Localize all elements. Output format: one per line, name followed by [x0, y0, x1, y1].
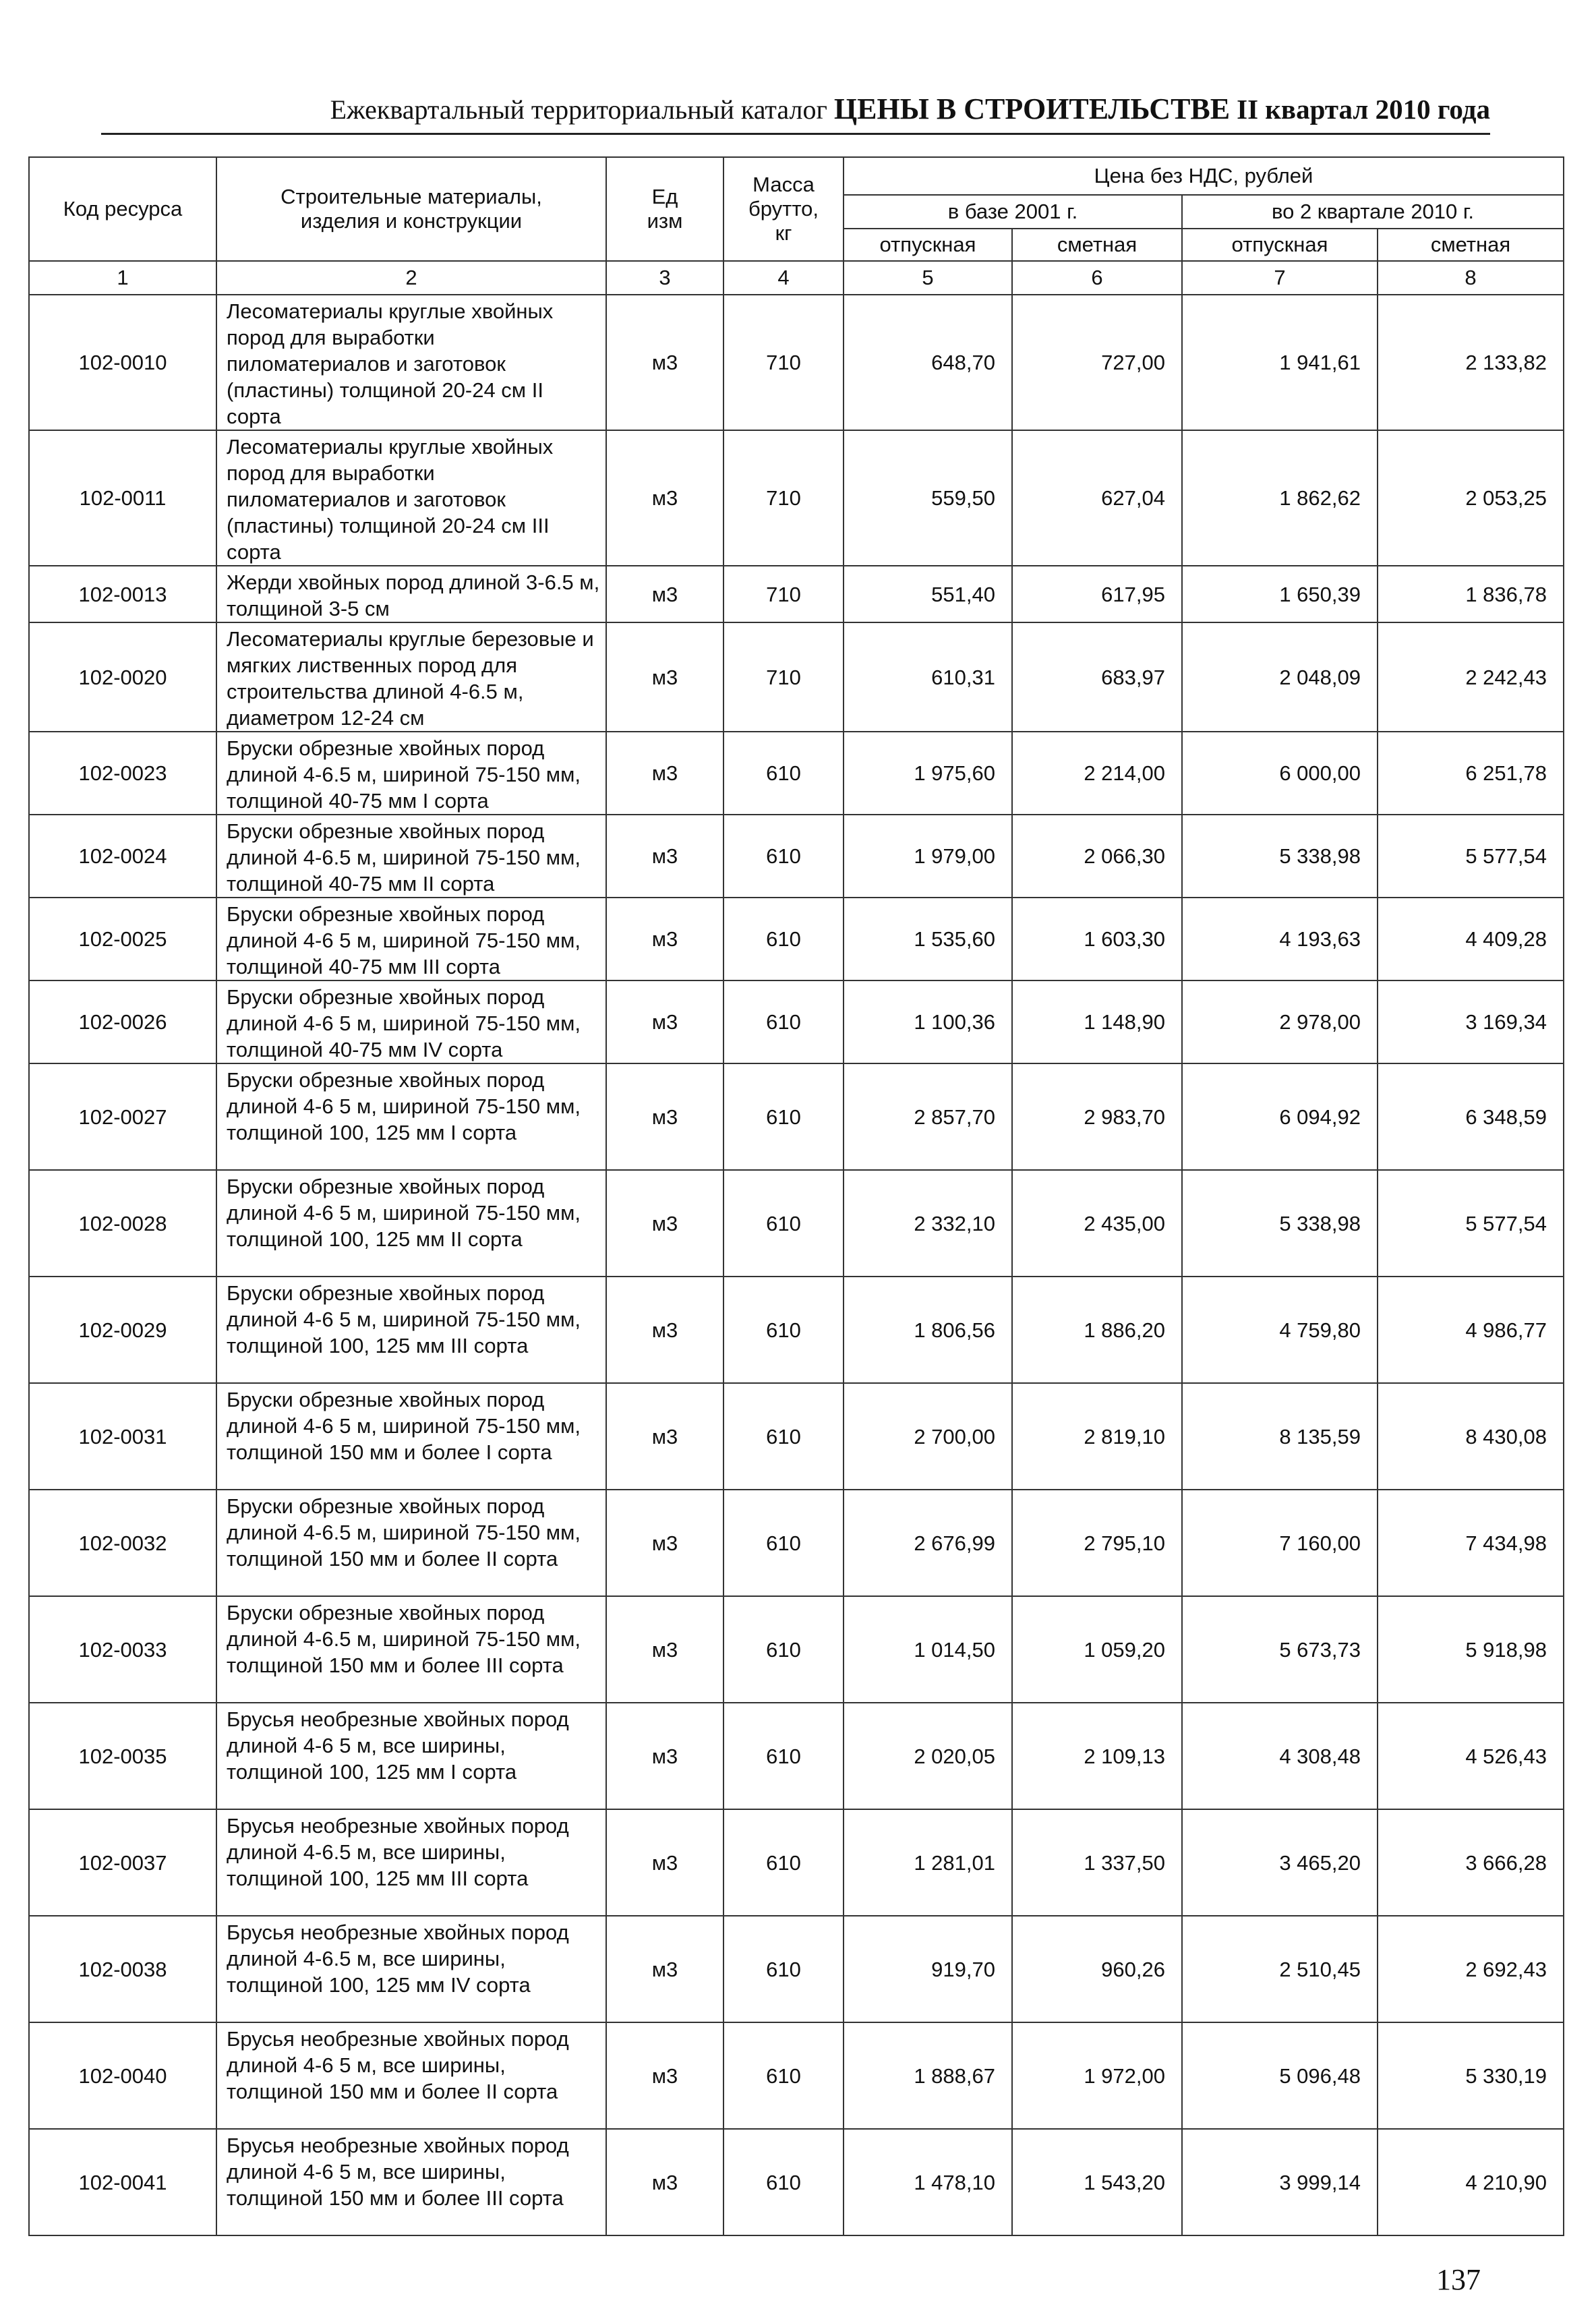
column-number: 5: [844, 261, 1012, 295]
current-estimate-price: 2 133,82: [1378, 295, 1564, 430]
table-row: [29, 1809, 1564, 1916]
table-row: [29, 1277, 1564, 1383]
catalog-title: ЦЕНЫ В СТРОИТЕЛЬСТВЕ: [833, 92, 1231, 125]
current-wholesale-price: 2 978,00: [1182, 980, 1378, 1063]
current-estimate-price: 8 430,08: [1378, 1383, 1564, 1490]
unit-of-measure: м3: [606, 295, 723, 430]
base-estimate-price: 2 066,30: [1012, 815, 1182, 898]
base-wholesale-price: 559,50: [844, 430, 1012, 566]
current-estimate-price: 3 169,34: [1378, 980, 1564, 1063]
column-number-row: [29, 261, 1564, 295]
material-description: Лесоматериалы круглые хвойных пород для выработки пиломатериалов и заготовок (пластины) толщиной 20-24 см III сорта: [216, 430, 606, 566]
resource-code: 102-0013: [29, 566, 216, 622]
base-wholesale-price: 919,70: [844, 1916, 1012, 2022]
gross-mass: 710: [723, 566, 844, 622]
base-estimate-price: 627,04: [1012, 430, 1182, 566]
current-estimate-price: 4 210,90: [1378, 2129, 1564, 2235]
header-base-period: в базе 2001 г.: [844, 195, 1182, 229]
price-table: [28, 156, 1564, 2236]
material-description: Бруски обрезные хвойных пород длиной 4-6 5 м, шириной 75-150 мм, толщиной 100, 125 мм I сорта: [216, 1063, 606, 1170]
current-wholesale-price: 4 759,80: [1182, 1277, 1378, 1383]
header-current-wholesale: отпускная: [1182, 229, 1378, 261]
resource-code: 102-0038: [29, 1916, 216, 2022]
base-estimate-price: 1 543,20: [1012, 2129, 1182, 2235]
column-number: 1: [29, 261, 216, 295]
base-estimate-price: 1 603,30: [1012, 898, 1182, 980]
base-estimate-price: 1 337,50: [1012, 1809, 1182, 1916]
page-number: 137: [1436, 2263, 1481, 2296]
table-row: [29, 1916, 1564, 2022]
base-estimate-price: 1 148,90: [1012, 980, 1182, 1063]
base-wholesale-price: 551,40: [844, 566, 1012, 622]
current-wholesale-price: 5 096,48: [1182, 2022, 1378, 2129]
base-wholesale-price: 2 857,70: [844, 1063, 1012, 1170]
table-row: [29, 622, 1564, 732]
header-mass: Масса брутто, кг: [723, 157, 844, 261]
base-estimate-price: 1 059,20: [1012, 1596, 1182, 1703]
base-estimate-price: 2 795,10: [1012, 1490, 1182, 1596]
gross-mass: 610: [723, 1490, 844, 1596]
material-description: Лесоматериалы круглые березовые и мягких лиственных пород для строительства длиной 4-6.5 м, диаметром 12-24 см: [216, 622, 606, 732]
catalog-quarter: II квартал 2010 года: [1237, 94, 1490, 125]
resource-code: 102-0011: [29, 430, 216, 566]
gross-mass: 610: [723, 898, 844, 980]
material-description: Бруски обрезные хвойных пород длиной 4-6 5 м, шириной 75-150 мм, толщиной 100, 125 мм II сорта: [216, 1170, 606, 1277]
material-description: Лесоматериалы круглые хвойных пород для выработки пиломатериалов и заготовок (пластины) толщиной 20-24 см II сорта: [216, 295, 606, 430]
current-estimate-price: 5 577,54: [1378, 815, 1564, 898]
current-wholesale-price: 8 135,59: [1182, 1383, 1378, 1490]
current-estimate-price: 4 526,43: [1378, 1703, 1564, 1809]
resource-code: 102-0032: [29, 1490, 216, 1596]
current-wholesale-price: 4 308,48: [1182, 1703, 1378, 1809]
resource-code: 102-0037: [29, 1809, 216, 1916]
base-estimate-price: 1 972,00: [1012, 2022, 1182, 2129]
table-row: [29, 980, 1564, 1063]
base-wholesale-price: 1 888,67: [844, 2022, 1012, 2129]
table-row: [29, 898, 1564, 980]
base-wholesale-price: 1 979,00: [844, 815, 1012, 898]
material-description: Бруски обрезные хвойных пород длиной 4-6.5 м, шириной 75-150 мм, толщиной 40-75 мм I сорта: [216, 732, 606, 815]
unit-of-measure: м3: [606, 2129, 723, 2235]
gross-mass: 610: [723, 2129, 844, 2235]
resource-code: 102-0035: [29, 1703, 216, 1809]
current-wholesale-price: 6 094,92: [1182, 1063, 1378, 1170]
current-wholesale-price: 3 999,14: [1182, 2129, 1378, 2235]
base-wholesale-price: 1 281,01: [844, 1809, 1012, 1916]
current-estimate-price: 4 409,28: [1378, 898, 1564, 980]
column-number: 7: [1182, 261, 1378, 295]
table-row: [29, 1063, 1564, 1170]
current-estimate-price: 5 330,19: [1378, 2022, 1564, 2129]
resource-code: 102-0031: [29, 1383, 216, 1490]
current-wholesale-price: 1 862,62: [1182, 430, 1378, 566]
gross-mass: 710: [723, 430, 844, 566]
current-estimate-price: 5 577,54: [1378, 1170, 1564, 1277]
header-line: [330, 92, 1490, 126]
material-description: Бруски обрезные хвойных пород длиной 4-6.5 м, шириной 75-150 мм, толщиной 150 мм и более III сорта: [216, 1596, 606, 1703]
column-number: 2: [216, 261, 606, 295]
table-row: [29, 1490, 1564, 1596]
current-wholesale-price: 5 338,98: [1182, 1170, 1378, 1277]
base-wholesale-price: 1 535,60: [844, 898, 1012, 980]
unit-of-measure: м3: [606, 1809, 723, 1916]
base-wholesale-price: 648,70: [844, 295, 1012, 430]
resource-code: 102-0020: [29, 622, 216, 732]
header-base-estimate: сметная: [1012, 229, 1182, 261]
gross-mass: 610: [723, 815, 844, 898]
resource-code: 102-0040: [29, 2022, 216, 2129]
resource-code: 102-0024: [29, 815, 216, 898]
unit-of-measure: м3: [606, 2022, 723, 2129]
base-estimate-price: 2 435,00: [1012, 1170, 1182, 1277]
base-wholesale-price: 2 700,00: [844, 1383, 1012, 1490]
current-estimate-price: 2 692,43: [1378, 1916, 1564, 2022]
gross-mass: 610: [723, 732, 844, 815]
unit-of-measure: м3: [606, 1383, 723, 1490]
base-estimate-price: 1 886,20: [1012, 1277, 1182, 1383]
catalog-prefix: Ежеквартальный территориальный каталог: [330, 94, 827, 125]
table-row: [29, 1170, 1564, 1277]
current-wholesale-price: 5 338,98: [1182, 815, 1378, 898]
unit-of-measure: м3: [606, 1916, 723, 2022]
gross-mass: 610: [723, 1383, 844, 1490]
gross-mass: 610: [723, 1809, 844, 1916]
column-number: 6: [1012, 261, 1182, 295]
table-row: [29, 1703, 1564, 1809]
base-wholesale-price: 610,31: [844, 622, 1012, 732]
gross-mass: 610: [723, 1703, 844, 1809]
table-row: [29, 430, 1564, 566]
current-estimate-price: 3 666,28: [1378, 1809, 1564, 1916]
table-row: [29, 295, 1564, 430]
unit-of-measure: м3: [606, 1170, 723, 1277]
current-wholesale-price: 1 650,39: [1182, 566, 1378, 622]
unit-of-measure: м3: [606, 1596, 723, 1703]
current-wholesale-price: 6 000,00: [1182, 732, 1378, 815]
material-description: Жерди хвойных пород длиной 3-6.5 м, толщиной 3-5 см: [216, 566, 606, 622]
unit-of-measure: м3: [606, 898, 723, 980]
base-wholesale-price: 2 676,99: [844, 1490, 1012, 1596]
current-estimate-price: 2 053,25: [1378, 430, 1564, 566]
material-description: Бруски обрезные хвойных пород длиной 4-6 5 м, шириной 75-150 мм, толщиной 150 мм и более I сорта: [216, 1383, 606, 1490]
material-description: Брусья необрезные хвойных пород длиной 4-6 5 м, все ширины, толщиной 150 мм и более II сорта: [216, 2022, 606, 2129]
current-estimate-price: 7 434,98: [1378, 1490, 1564, 1596]
material-description: Бруски обрезные хвойных пород длиной 4-6 5 м, шириной 75-150 мм, толщиной 40-75 мм IV сорта: [216, 980, 606, 1063]
unit-of-measure: м3: [606, 732, 723, 815]
table-row: [29, 2129, 1564, 2235]
current-wholesale-price: 1 941,61: [1182, 295, 1378, 430]
current-estimate-price: 4 986,77: [1378, 1277, 1564, 1383]
current-estimate-price: 2 242,43: [1378, 622, 1564, 732]
base-estimate-price: 2 819,10: [1012, 1383, 1182, 1490]
unit-of-measure: м3: [606, 1063, 723, 1170]
header-material: Строительные материалы, изделия и конструкции: [216, 157, 606, 261]
base-wholesale-price: 2 332,10: [844, 1170, 1012, 1277]
resource-code: 102-0010: [29, 295, 216, 430]
header-price-group: Цена без НДС, рублей: [844, 157, 1564, 195]
gross-mass: 610: [723, 1277, 844, 1383]
gross-mass: 610: [723, 1170, 844, 1277]
header-unit: Ед изм: [606, 157, 723, 261]
table-row: [29, 1596, 1564, 1703]
header-current-estimate: сметная: [1378, 229, 1564, 261]
base-wholesale-price: 1 806,56: [844, 1277, 1012, 1383]
current-wholesale-price: 5 673,73: [1182, 1596, 1378, 1703]
base-wholesale-price: 1 478,10: [844, 2129, 1012, 2235]
resource-code: 102-0033: [29, 1596, 216, 1703]
unit-of-measure: м3: [606, 1277, 723, 1383]
current-estimate-price: 5 918,98: [1378, 1596, 1564, 1703]
page-header: [101, 81, 1490, 135]
resource-code: 102-0023: [29, 732, 216, 815]
base-wholesale-price: 2 020,05: [844, 1703, 1012, 1809]
gross-mass: 610: [723, 1916, 844, 2022]
base-estimate-price: 617,95: [1012, 566, 1182, 622]
current-wholesale-price: 3 465,20: [1182, 1809, 1378, 1916]
gross-mass: 710: [723, 295, 844, 430]
table-row: [29, 566, 1564, 622]
base-estimate-price: 683,97: [1012, 622, 1182, 732]
base-estimate-price: 960,26: [1012, 1916, 1182, 2022]
gross-mass: 710: [723, 622, 844, 732]
header-current-period: во 2 квартале 2010 г.: [1182, 195, 1564, 229]
current-estimate-price: 6 348,59: [1378, 1063, 1564, 1170]
current-wholesale-price: 4 193,63: [1182, 898, 1378, 980]
table-row: [29, 815, 1564, 898]
material-description: Бруски обрезные хвойных пород длиной 4-6.5 м, шириной 75-150 мм, толщиной 40-75 мм II сорта: [216, 815, 606, 898]
resource-code: 102-0026: [29, 980, 216, 1063]
unit-of-measure: м3: [606, 566, 723, 622]
table-body: [29, 295, 1564, 2235]
table-row: [29, 2022, 1564, 2129]
material-description: Брусья необрезные хвойных пород длиной 4-6 5 м, все ширины, толщиной 150 мм и более III сорта: [216, 2129, 606, 2235]
gross-mass: 610: [723, 2022, 844, 2129]
resource-code: 102-0028: [29, 1170, 216, 1277]
gross-mass: 610: [723, 980, 844, 1063]
base-estimate-price: 2 109,13: [1012, 1703, 1182, 1809]
table-row: [29, 732, 1564, 815]
base-estimate-price: 727,00: [1012, 295, 1182, 430]
material-description: Бруски обрезные хвойных пород длиной 4-6 5 м, шириной 75-150 мм, толщиной 100, 125 мм III сорта: [216, 1277, 606, 1383]
base-estimate-price: 2 983,70: [1012, 1063, 1182, 1170]
column-number: 8: [1378, 261, 1564, 295]
current-wholesale-price: 7 160,00: [1182, 1490, 1378, 1596]
column-number: 3: [606, 261, 723, 295]
unit-of-measure: м3: [606, 622, 723, 732]
material-description: Брусья необрезные хвойных пород длиной 4-6 5 м, все ширины, толщиной 100, 125 мм I сорта: [216, 1703, 606, 1809]
table-header: [29, 157, 1564, 295]
base-wholesale-price: 1 975,60: [844, 732, 1012, 815]
gross-mass: 610: [723, 1063, 844, 1170]
header-base-wholesale: отпускная: [844, 229, 1012, 261]
resource-code: 102-0029: [29, 1277, 216, 1383]
material-description: Бруски обрезные хвойных пород длиной 4-6.5 м, шириной 75-150 мм, толщиной 150 мм и более II сорта: [216, 1490, 606, 1596]
current-estimate-price: 6 251,78: [1378, 732, 1564, 815]
resource-code: 102-0025: [29, 898, 216, 980]
current-wholesale-price: 2 510,45: [1182, 1916, 1378, 2022]
gross-mass: 610: [723, 1596, 844, 1703]
unit-of-measure: м3: [606, 815, 723, 898]
column-number: 4: [723, 261, 844, 295]
resource-code: 102-0027: [29, 1063, 216, 1170]
resource-code: 102-0041: [29, 2129, 216, 2235]
table-row: [29, 1383, 1564, 1490]
current-wholesale-price: 2 048,09: [1182, 622, 1378, 732]
unit-of-measure: м3: [606, 1703, 723, 1809]
header-code: Код ресурса: [29, 157, 216, 261]
unit-of-measure: м3: [606, 1490, 723, 1596]
unit-of-measure: м3: [606, 980, 723, 1063]
base-wholesale-price: 1 014,50: [844, 1596, 1012, 1703]
unit-of-measure: м3: [606, 430, 723, 566]
base-estimate-price: 2 214,00: [1012, 732, 1182, 815]
current-estimate-price: 1 836,78: [1378, 566, 1564, 622]
material-description: Брусья необрезные хвойных пород длиной 4-6.5 м, все ширины, толщиной 100, 125 мм IV сорта: [216, 1916, 606, 2022]
material-description: Бруски обрезные хвойных пород длиной 4-6 5 м, шириной 75-150 мм, толщиной 40-75 мм III сорта: [216, 898, 606, 980]
material-description: Брусья необрезные хвойных пород длиной 4-6.5 м, все ширины, толщиной 100, 125 мм III сорта: [216, 1809, 606, 1916]
base-wholesale-price: 1 100,36: [844, 980, 1012, 1063]
